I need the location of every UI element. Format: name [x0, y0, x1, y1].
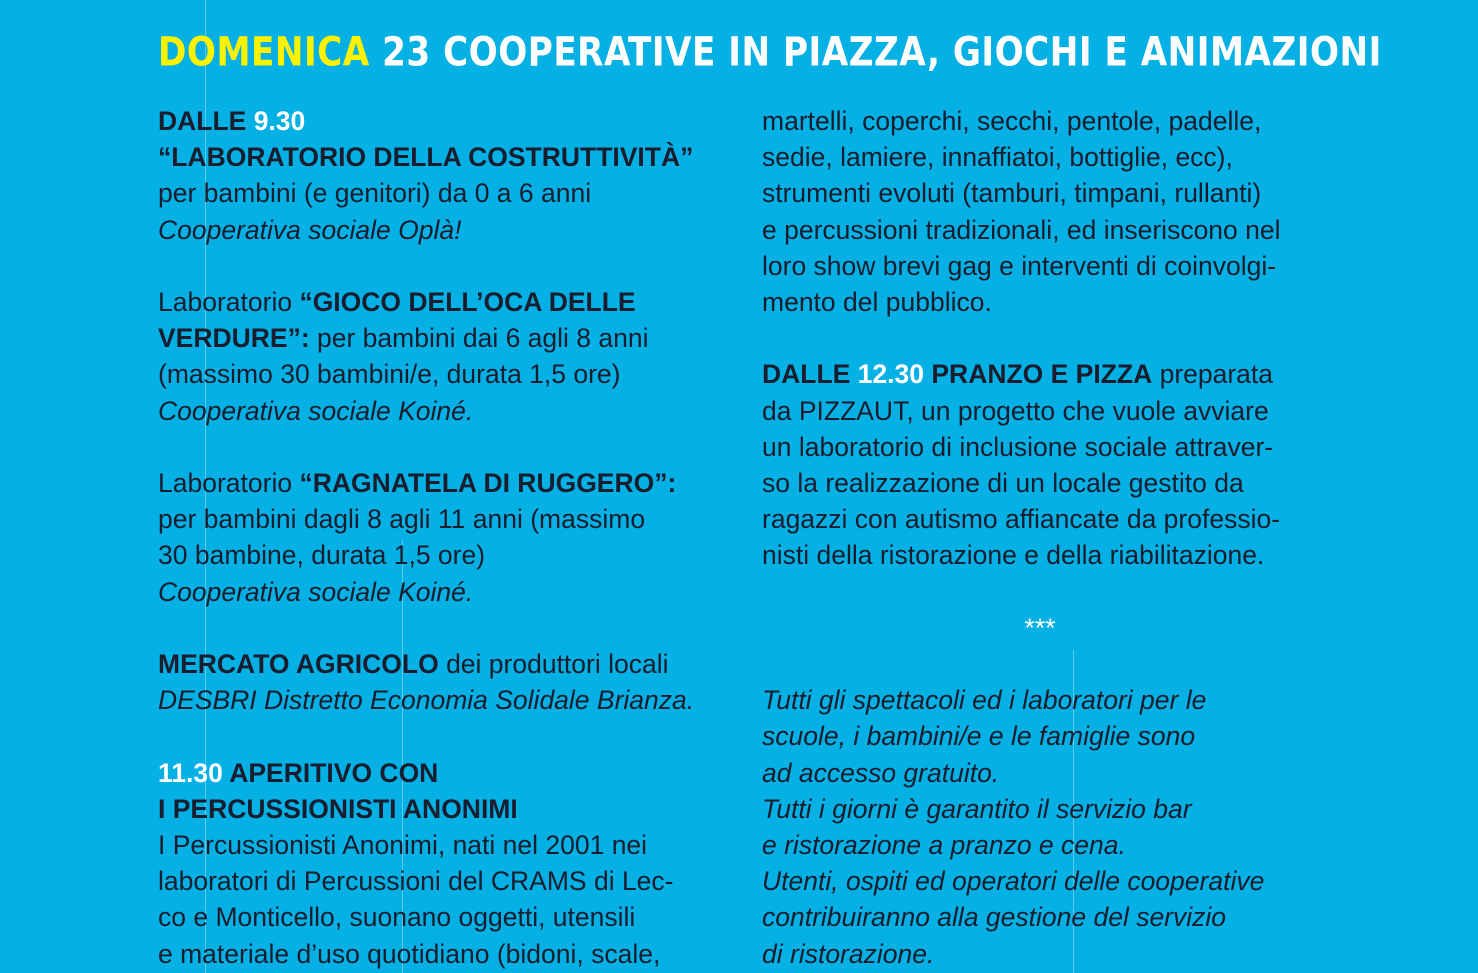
note-line: Utenti, ospiti ed operatori delle cooperative [762, 866, 1265, 897]
event-description: I Percussionisti Anonimi, nati nel 2001 nei [158, 830, 648, 860]
event-title: Laboratorio “GIOCO DELL’OCA DELLE [158, 287, 636, 317]
event-description: da PIZZAUT, un progetto che vuole avviare [762, 395, 1269, 426]
event-description: so la realizzazione di un locale gestito da [762, 468, 1244, 499]
event-title: “LABORATORIO DELLA COSTRUTTIVITÀ” [158, 142, 694, 173]
page-title [158, 29, 1458, 75]
event-description: co e Monticello, suonano oggetti, utensili [158, 902, 636, 933]
event-title: DALLE 12.30 PRANZO E PIZZA preparata [762, 359, 1274, 390]
event-time-line: 11.30 APERITIVO CON [158, 757, 439, 788]
event-description: per bambini (e genitori) da 0 a 6 anni [158, 178, 592, 209]
title-rest: 23 COOPERATIVE IN PIAZZA, GIOCHI E ANIMAZIONI [382, 28, 1382, 76]
event-organizer: Cooperativa sociale Koiné. [158, 395, 474, 426]
event-organizer: DESBRI Distretto Economia Solidale Brianza. [158, 685, 695, 716]
event-description: ragazzi con autismo affiancate da professio- [762, 504, 1281, 535]
event-organizer: Cooperativa sociale Oplà! [158, 214, 462, 245]
event-description: VERDURE”: per bambini dai 6 agli 8 anni [158, 323, 649, 354]
event-title: Laboratorio “RAGNATELA DI RUGGERO”: [158, 468, 677, 498]
note-line: Tutti i giorni è garantito il servizio bar [762, 793, 1192, 824]
left-column [158, 103, 733, 972]
right-column [762, 103, 1362, 972]
note-line: Tutti gli spettacoli ed i laboratori per le [762, 685, 1207, 716]
event-description: nisti della ristorazione e della riabilitazione. [762, 540, 1265, 571]
event-description: (massimo 30 bambini/e, durata 1,5 ore) [158, 359, 621, 390]
event-organizer: Cooperativa sociale Koiné. [158, 576, 474, 607]
event-description: loro show brevi gag e interventi di coinvolgi- [762, 250, 1277, 281]
event-description: e percussioni tradizionali, ed inseriscono nel [762, 214, 1281, 245]
event-description: un laboratorio di inclusione sociale attraver- [762, 431, 1274, 462]
note-line: di ristorazione. [762, 938, 935, 969]
event-description: sedie, lamiere, innaffiatoi, bottiglie, ecc), [762, 142, 1233, 173]
event-description: laboratori di Percussioni del CRAMS di Lec- [158, 866, 674, 897]
section-separator: *** [1024, 612, 1056, 643]
event-description: 30 bambine, durata 1,5 ore) [158, 540, 486, 571]
event-title: MERCATO AGRICOLO dei produttori locali [158, 649, 669, 679]
event-description: strumenti evoluti (tamburi, timpani, rullanti) [762, 178, 1262, 209]
note-line: ad accesso gratuito. [762, 757, 1000, 788]
title-day: DOMENICA [158, 28, 370, 76]
event-title: I PERCUSSIONISTI ANONIMI [158, 793, 518, 824]
note-line: scuole, i bambini/e e le famiglie sono [762, 721, 1196, 752]
event-time-line: DALLE 9.30 [158, 106, 306, 136]
note-line: contribuiranno alla gestione del servizio [762, 902, 1227, 933]
note-line: e ristorazione a pranzo e cena. [762, 830, 1126, 861]
event-description: mento del pubblico. [762, 287, 992, 318]
event-description: per bambini dagli 8 agli 11 anni (massimo [158, 504, 646, 535]
event-description: e materiale d’uso quotidiano (bidoni, scale, [158, 938, 661, 969]
event-description: martelli, coperchi, secchi, pentole, padelle, [762, 106, 1262, 136]
